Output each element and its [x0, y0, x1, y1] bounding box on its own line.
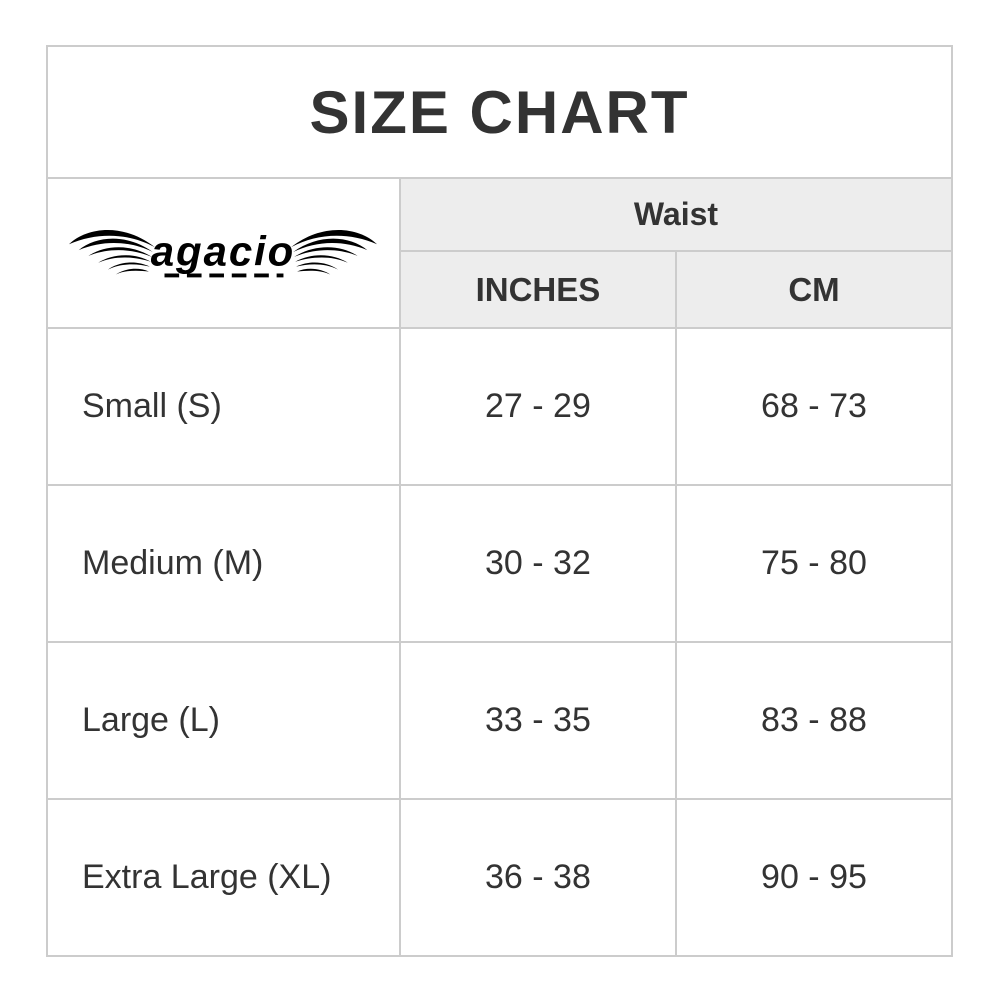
inches-value: 27 - 29	[400, 328, 676, 485]
cm-value: 75 - 80	[676, 485, 952, 642]
page-title: SIZE CHART	[47, 46, 952, 178]
size-label: Small (S)	[47, 328, 400, 485]
size-label: Extra Large (XL)	[47, 799, 400, 956]
header-row-group	[47, 178, 952, 251]
size-chart-table	[46, 45, 953, 957]
inches-value: 30 - 32	[400, 485, 676, 642]
column-group-waist: Waist	[400, 178, 952, 251]
left-wing-icon	[69, 230, 155, 274]
cm-value: 83 - 88	[676, 642, 952, 799]
right-wing-icon	[292, 230, 378, 274]
table-row-extra-large	[47, 799, 952, 956]
column-header-cm: CM	[676, 251, 952, 328]
size-chart	[46, 45, 953, 957]
title-row	[47, 46, 952, 178]
brand-name: agacio	[151, 227, 296, 275]
inches-value: 33 - 35	[400, 642, 676, 799]
size-label: Large (L)	[47, 642, 400, 799]
inches-value: 36 - 38	[400, 799, 676, 956]
size-label: Medium (M)	[47, 485, 400, 642]
brand-logo-cell	[47, 178, 400, 328]
table-row-large	[47, 642, 952, 799]
column-header-inches: INCHES	[400, 251, 676, 328]
table-row-medium	[47, 485, 952, 642]
cm-value: 68 - 73	[676, 328, 952, 485]
cm-value: 90 - 95	[676, 799, 952, 956]
agacio-logo-icon	[67, 220, 379, 286]
table-row-small	[47, 328, 952, 485]
